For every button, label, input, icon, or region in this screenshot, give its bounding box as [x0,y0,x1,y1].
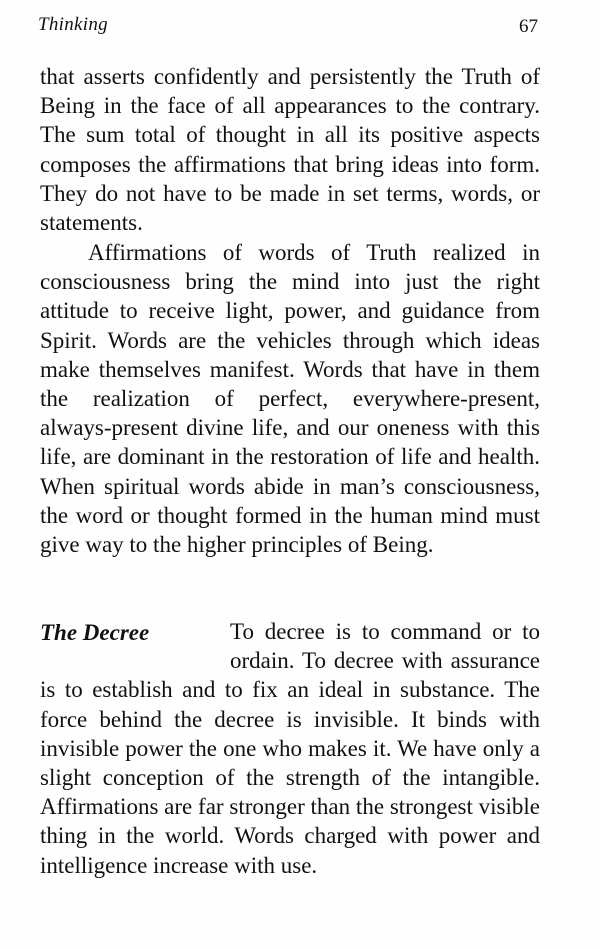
section-heading: The Decree [40,620,150,645]
section-body: To decree is to command or to ordain. To decree with assurance is to establish and to fix an ideal in substance. The force behind the decree is invisible. It binds with invisible power the one who makes it. We have only a slight conception of the strength of the intangible. Affirmations are far stronger than the strongest visible thing in the world. Words charged with power and intelligence increase with use. [40,619,540,878]
page-number: 67 [519,16,538,37]
section-the-decree [40,617,540,880]
paragraph-continued: that asserts confidently and persistently the Truth of Being in the face of all appearances to the contrary. The sum total of thought in all its positive aspects composes the affirmations that bring ideas into form. They do not have to be made in set terms, words, or statements. [40,64,540,236]
running-head: Thinking [38,14,108,35]
paragraph-affirmations: Affirmations of words of Truth realized in consciousness bring the mind into just the right attitude to receive light, power, and guidance from Spirit. Words are the vehicles through which ideas make themselves manifest. Words that have in them the realization of perfect, everywhere-present, always-present divine life, and our oneness with this life, are dominant in the restoration of life and health. When spiritual words abide in man’s consciousness, the word or thought formed in the human mind must give way to the higher principles of Being. [40,240,540,558]
